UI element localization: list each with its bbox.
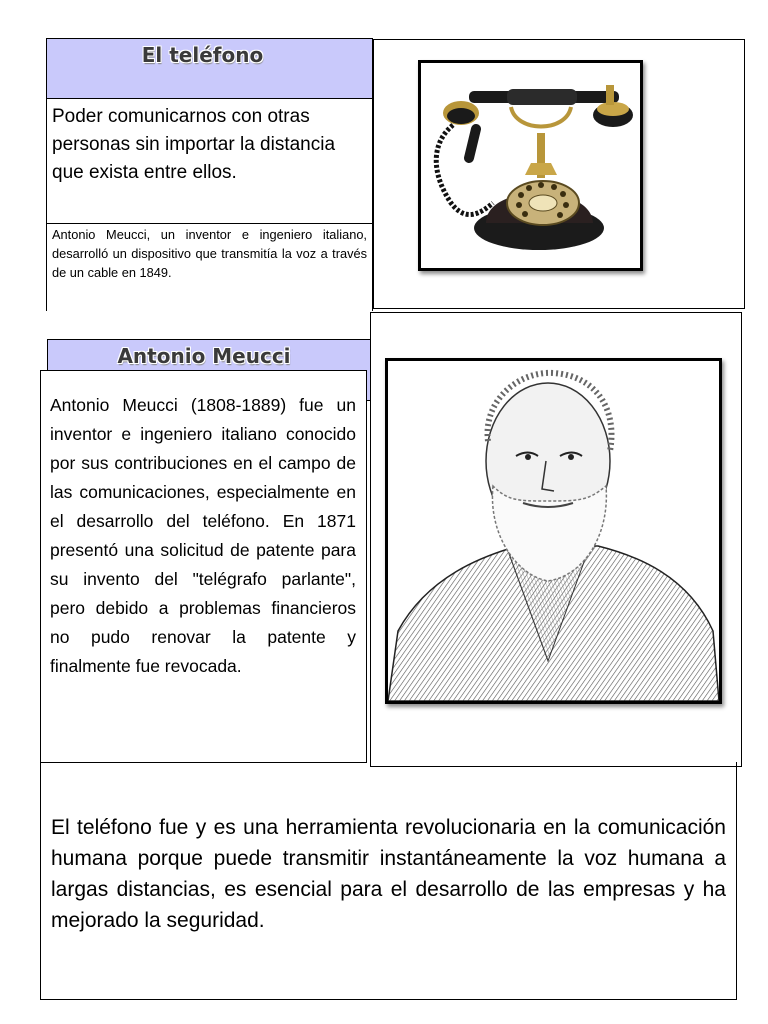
telefono-history-box bbox=[46, 223, 373, 311]
meucci-title: Antonio Meucci bbox=[117, 344, 291, 368]
vintage-telephone-icon bbox=[421, 63, 640, 268]
telefono-title-bar bbox=[46, 38, 373, 99]
conclusion-box bbox=[40, 762, 737, 1000]
telefono-definition-box bbox=[46, 98, 373, 224]
meucci-bio-box bbox=[40, 370, 367, 763]
telefono-title: El teléfono bbox=[141, 43, 264, 67]
meucci-portrait bbox=[385, 358, 722, 704]
telephone-image bbox=[418, 60, 643, 271]
conclusion-text: El teléfono fue y es una herramienta revolucionaria en la comunicación humana porque puede transmitir instantáneamente la voz humana a largas distancias, es esencial para el desarrollo de las empresas y ha mejorado la seguridad. bbox=[51, 816, 726, 932]
meucci-portrait-icon bbox=[388, 361, 719, 701]
meucci-bio: Antonio Meucci (1808-1889) fue un inventor e ingeniero italiano conocido por sus contribuciones en el campo de las comunicaciones, especialmente en el desarrollo del teléfono. En 1871 presentó una solicitud de patente para su invento del "telégrafo parlante", pero debido a problemas financieros no pudo renovar la patente y finalmente fue revocada. bbox=[50, 395, 356, 676]
telefono-history: Antonio Meucci, un inventor e ingeniero italiano, desarrolló un dispositivo que transmitía la voz a través de un cable en 1849. bbox=[52, 227, 367, 280]
telefono-definition: Poder comunicarnos con otras personas sin importar la distancia que exista entre ellos. bbox=[52, 106, 336, 183]
